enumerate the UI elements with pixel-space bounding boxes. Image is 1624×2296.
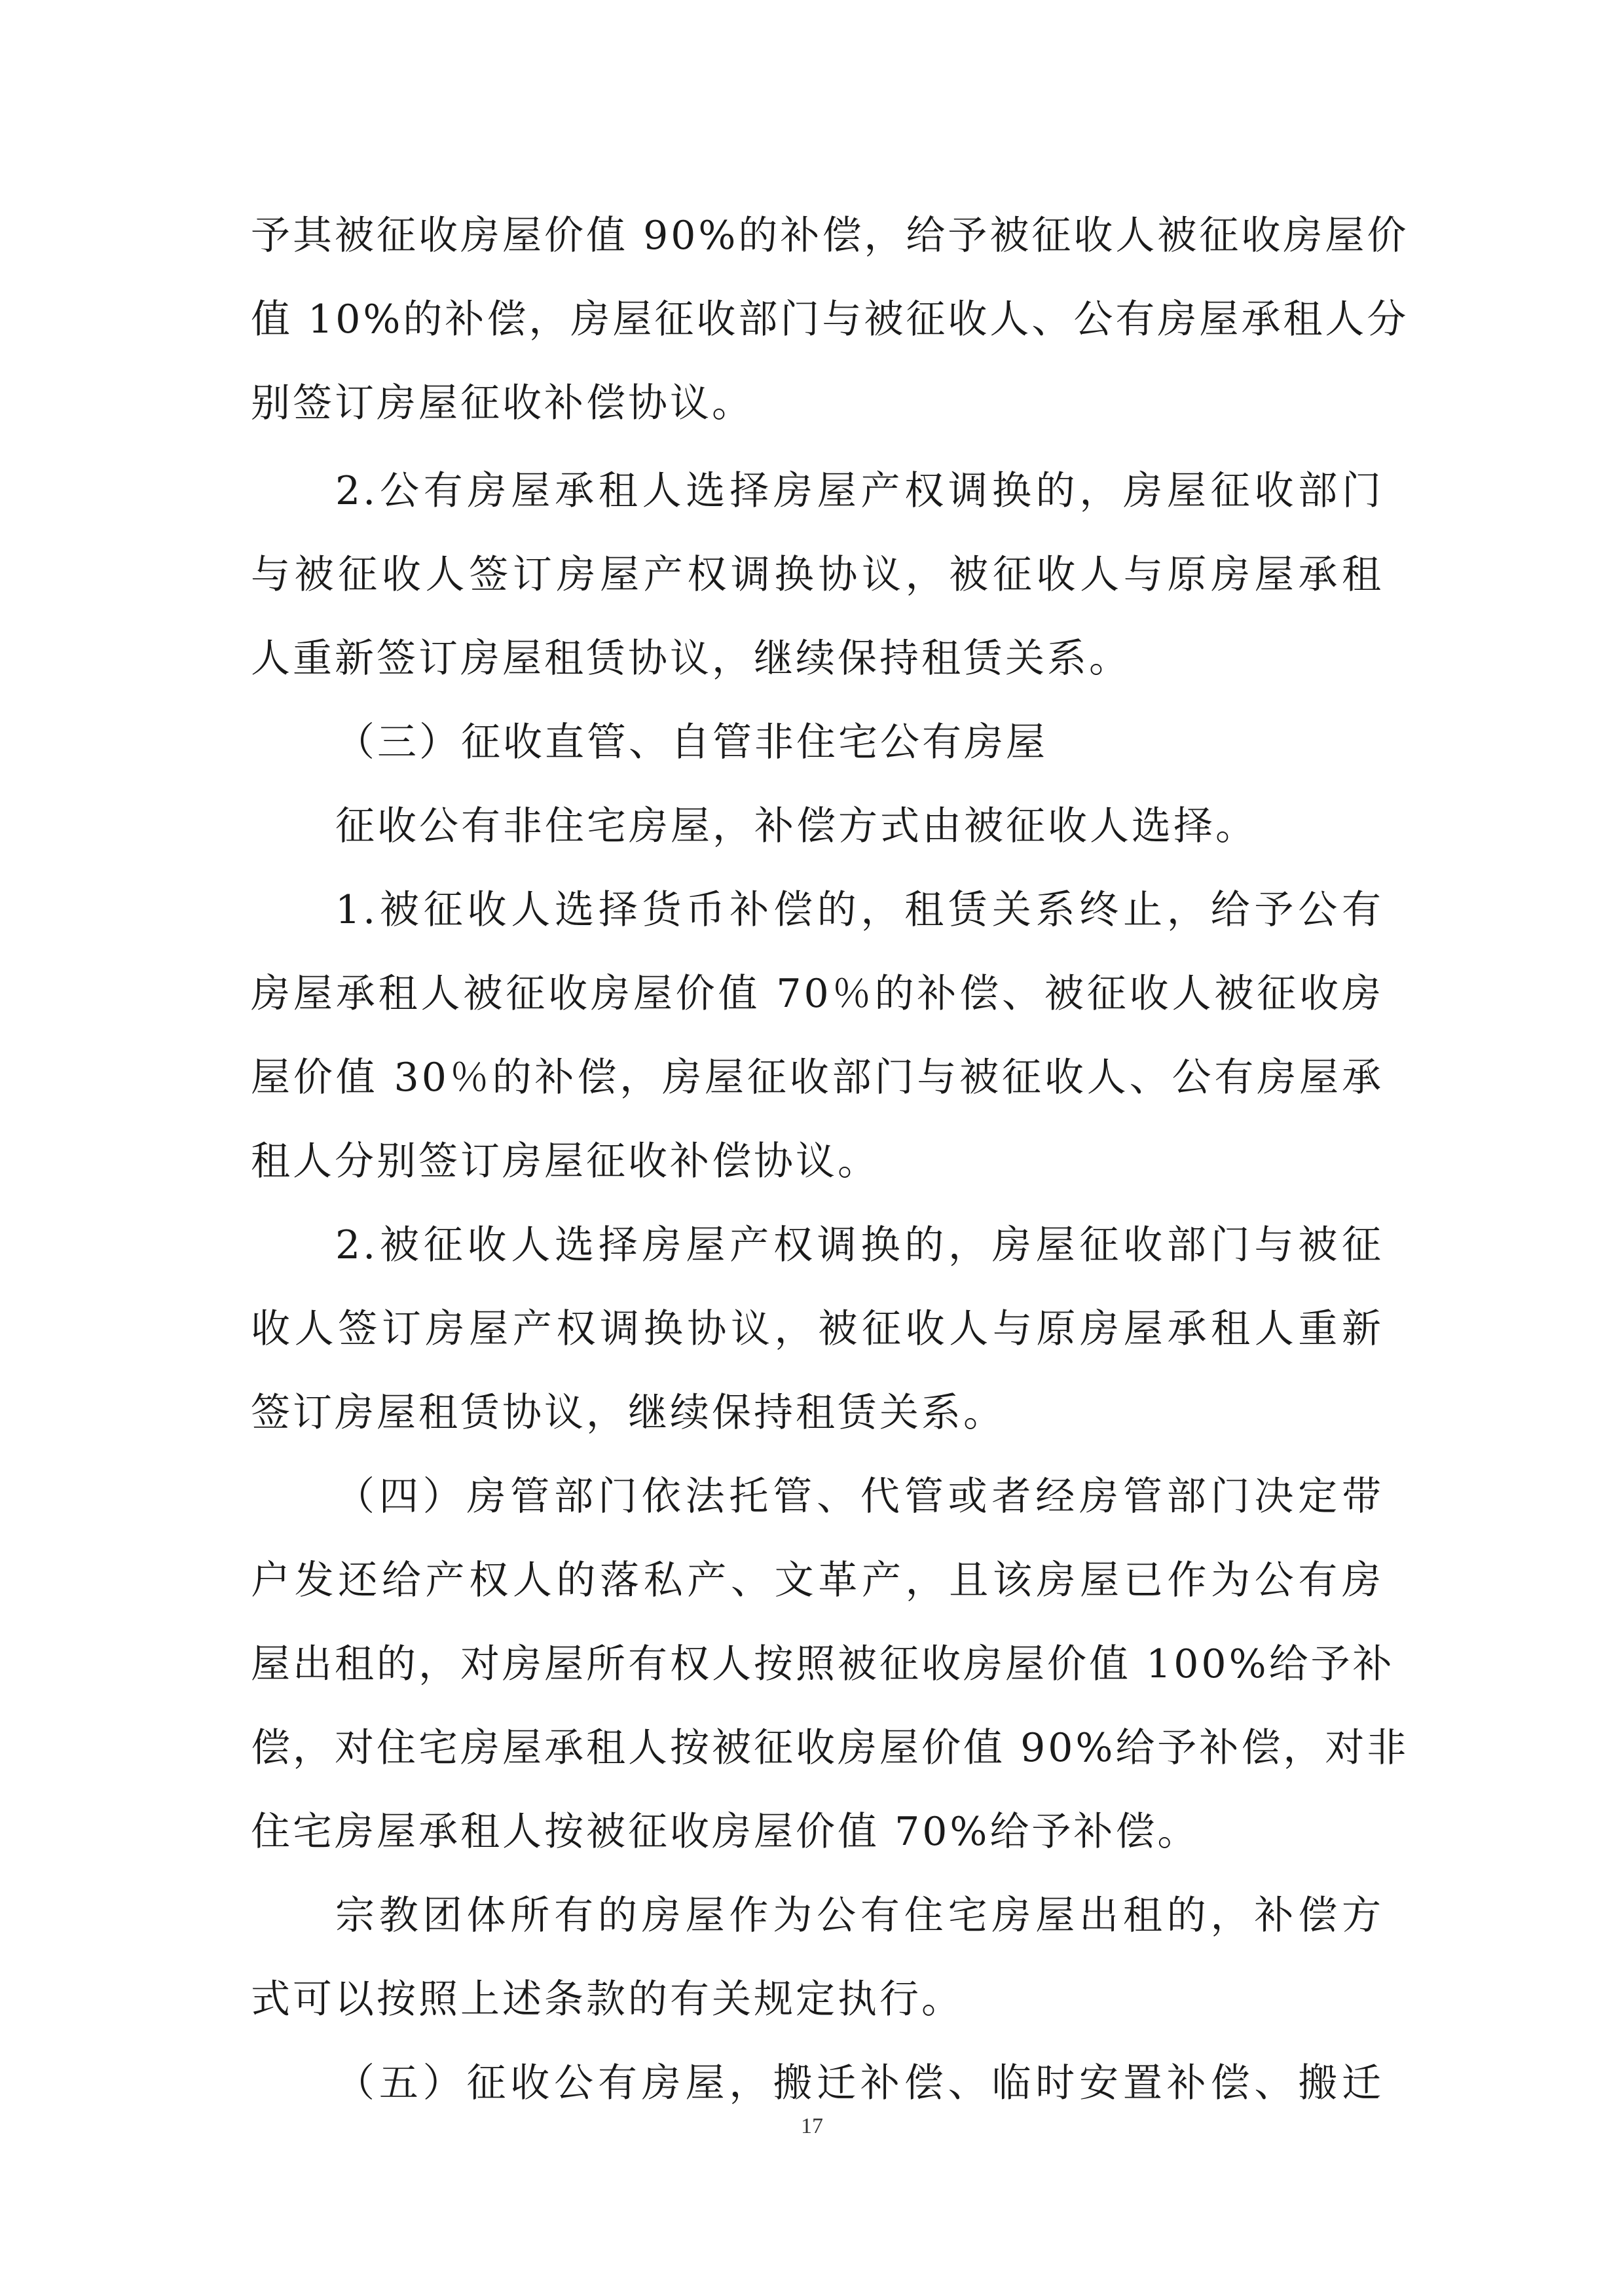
text-line: 签订房屋租赁协议，继续保持租赁关系。 bbox=[251, 1390, 1005, 1436]
text-line: 住宅房屋承租人按被征收房屋价值 70%给予补偿。 bbox=[251, 1809, 1200, 1855]
text-line: 式可以按照上述条款的有关规定执行。 bbox=[251, 1977, 963, 2022]
text-line: 屋出租的，对房屋所有权人按照被征收房屋价值 100%给予补 bbox=[251, 1641, 1395, 1687]
text-line: 租人分别签订房屋征收补偿协议。 bbox=[251, 1139, 879, 1184]
text-line: 户发还给产权人的落私产、文革产，且该房屋已作为公有房 bbox=[251, 1558, 1384, 1603]
section-heading: （三）征收直管、自管非住宅公有房屋 bbox=[335, 720, 1048, 765]
text-line: 屋价值 30％的补偿，房屋征收部门与被征收人、公有房屋承 bbox=[251, 1055, 1384, 1101]
section-heading: （五）征收公有房屋，搬迁补偿、临时安置补偿、搬迁 bbox=[335, 2060, 1384, 2106]
text-line: 人重新签订房屋租赁协议，继续保持租赁关系。 bbox=[251, 636, 1131, 682]
text-line: 宗教团体所有的房屋作为公有住宅房屋出租的，补偿方 bbox=[335, 1893, 1384, 1939]
text-line: 偿，对住宅房屋承租人按被征收房屋价值 90%给予补偿，对非 bbox=[251, 1725, 1409, 1771]
text-line: 予其被征收房屋价值 90%的补偿，给予被征收人被征收房屋价 bbox=[251, 213, 1409, 259]
text-line: 收人签订房屋产权调换协议，被征收人与原房屋承租人重新 bbox=[251, 1306, 1384, 1352]
text-line: 与被征收人签订房屋产权调换协议，被征收人与原房屋承租 bbox=[251, 552, 1384, 598]
text-line: 房屋承租人被征收房屋价值 70％的补偿、被征收人被征收房 bbox=[251, 971, 1384, 1017]
text-line: 1.被征收人选择货币补偿的，租赁关系终止，给予公有 bbox=[335, 887, 1384, 933]
text-line: 2.被征收人选择房屋产权调换的，房屋征收部门与被征 bbox=[335, 1222, 1384, 1268]
page-number: 17 bbox=[801, 2114, 823, 2138]
text-line: 别签订房屋征收补偿协议。 bbox=[251, 380, 754, 426]
text-line: 值 10%的补偿，房屋征收部门与被征收人、公有房屋承租人分 bbox=[251, 297, 1409, 342]
text-line: 2.公有房屋承租人选择房屋产权调换的，房屋征收部门 bbox=[335, 468, 1384, 514]
text-line: 征收公有非住宅房屋，补偿方式由被征收人选择。 bbox=[335, 803, 1257, 849]
section-heading: （四）房管部门依法托管、代管或者经房管部门决定带 bbox=[335, 1474, 1384, 1520]
